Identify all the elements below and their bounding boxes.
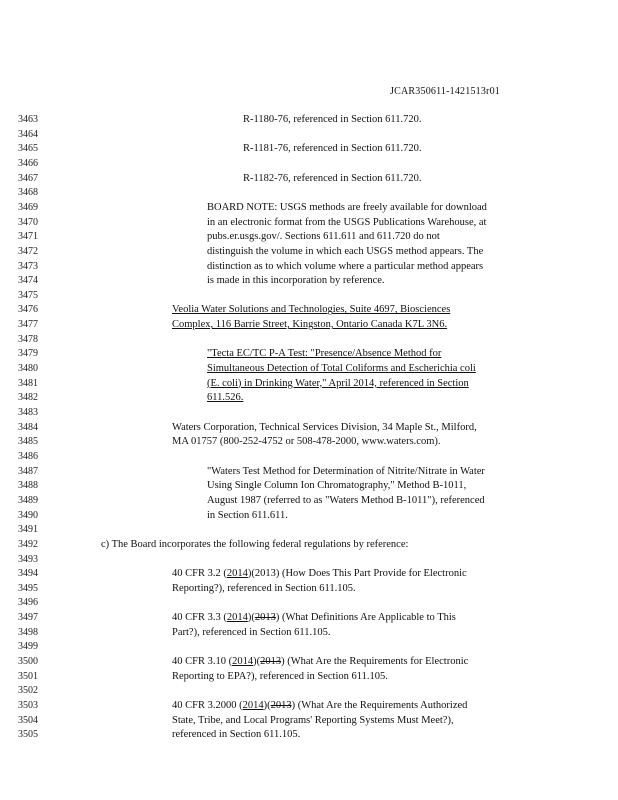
document-line <box>0 406 618 420</box>
line-text <box>172 582 356 596</box>
document-line <box>0 113 618 127</box>
text-run: 40 CFR 3.2 ( <box>172 568 227 580</box>
text-run: Waters Corporation, Technical Services Division, 34 Maple St., Milford, <box>172 421 477 433</box>
line-text <box>207 230 440 244</box>
document-line <box>0 523 618 537</box>
line-text <box>207 245 483 259</box>
document-line <box>0 157 618 171</box>
document-line <box>0 377 618 391</box>
line-number: 3503 <box>18 700 38 711</box>
line-text <box>207 494 485 508</box>
line-number: 3474 <box>18 275 38 287</box>
line-text <box>207 201 487 215</box>
line-text <box>207 216 486 230</box>
document-line <box>0 626 618 640</box>
line-number: 3496 <box>18 597 38 609</box>
document-line <box>0 655 618 669</box>
text-run: )( <box>247 612 255 624</box>
text-run: Part?), referenced in Section 611.105. <box>172 626 331 638</box>
document-line <box>0 421 618 435</box>
line-number: 3475 <box>18 289 38 301</box>
line-number: 3468 <box>18 187 38 199</box>
line-number: 3493 <box>18 553 38 565</box>
struck-text: 2013 <box>254 612 276 624</box>
document-line <box>0 435 618 449</box>
line-text <box>207 274 385 288</box>
line-text <box>101 538 408 552</box>
line-number: 3485 <box>18 436 38 448</box>
text-run: ) (What Definitions Are Applicable to This <box>275 612 456 624</box>
line-text <box>243 172 422 186</box>
line-number: 3491 <box>18 524 38 536</box>
line-number: 3463 <box>18 114 38 125</box>
line-text <box>172 728 300 742</box>
line-text <box>172 567 467 581</box>
document-line <box>0 611 618 625</box>
text-run: )(2013) (How Does This Part Provide for Electronic <box>247 568 467 580</box>
line-text <box>172 714 454 728</box>
inserted-text: 2014 <box>226 612 248 624</box>
line-text <box>207 479 466 493</box>
line-text <box>172 303 450 317</box>
inserted-text: Veolia Water Solutions and Technologies, Suite 4697, Biosciences <box>172 304 451 316</box>
document-line <box>0 670 618 684</box>
document-line <box>0 596 618 610</box>
text-run: c) <box>101 538 110 550</box>
line-text <box>207 377 469 391</box>
text-run: Reporting?), referenced in Section 611.105. <box>172 582 356 594</box>
line-number: 3476 <box>18 304 38 316</box>
line-number: 3492 <box>18 538 38 550</box>
line-number: 3505 <box>18 729 38 741</box>
text-run: distinguish the volume in which each USGS method appears. The <box>207 245 484 257</box>
document-line <box>0 509 618 523</box>
line-number: 3464 <box>18 128 38 140</box>
line-number: 3504 <box>18 714 38 726</box>
document-line <box>0 216 618 230</box>
text-run: )( <box>253 656 261 668</box>
document-line <box>0 684 618 698</box>
document-line <box>0 201 618 215</box>
document-line <box>0 289 618 303</box>
inserted-text: 2014 <box>226 568 248 580</box>
document-line <box>0 186 618 200</box>
text-run: 40 CFR 3.10 ( <box>172 656 233 668</box>
line-number: 3488 <box>18 480 38 492</box>
document-line <box>0 128 618 142</box>
line-number: 3477 <box>18 319 38 331</box>
text-run: R-1181-76, referenced in Section 611.720. <box>243 143 422 155</box>
line-number: 3471 <box>18 231 38 243</box>
line-number: 3494 <box>18 568 38 580</box>
line-number: 3483 <box>18 407 38 418</box>
line-number: 3498 <box>18 626 38 638</box>
text-run: in Section 611.611. <box>207 509 288 521</box>
text-run: Using Single Column Ion Chromatography," Method B-1011, <box>207 480 467 492</box>
document-line <box>0 230 618 244</box>
document-header: JCAR350611-1421513r01 <box>390 86 500 97</box>
line-number: 3469 <box>18 201 38 213</box>
document-line <box>0 640 618 654</box>
line-number: 3502 <box>18 685 38 697</box>
text-run: MA 01757 (800-252-4752 or 508-478-2000, www.waters.com). <box>172 436 441 448</box>
document-line <box>0 347 618 361</box>
document-line <box>0 494 618 508</box>
line-number: 3486 <box>18 450 38 462</box>
text-run: "Waters Test Method for Determination of Nitrite/Nitrate in Water <box>207 465 485 477</box>
text-run: ) (What Are the Requirements Authorized <box>291 700 468 711</box>
document-line <box>0 714 618 728</box>
text-run: R-1180-76, referenced in Section 611.720. <box>243 114 422 125</box>
document-line <box>0 245 618 259</box>
line-text <box>207 465 485 479</box>
struck-text: 2013 <box>270 700 292 711</box>
inserted-text: (E. coli) in Drinking Water," April 2014, referenced in Section <box>207 377 469 389</box>
inserted-text: "Tecta EC/TC P-A Test: "Presence/Absence Method for <box>207 348 442 360</box>
text-run: in an electronic format from the USGS Publications Warehouse, at <box>207 216 487 228</box>
text-run: )( <box>263 700 271 711</box>
line-number: 3466 <box>18 157 38 169</box>
text-run: State, Tribe, and Local Programs' Reporting Systems Must Meet?), <box>172 714 454 726</box>
text-run: is made in this incorporation by reference. <box>207 275 385 287</box>
document-line <box>0 699 618 713</box>
text-run: ) (What Are the Requirements for Electronic <box>281 656 469 668</box>
text-run: R-1182-76, referenced in Section 611.720. <box>243 172 422 184</box>
line-text <box>207 362 476 376</box>
line-number: 3465 <box>18 143 38 155</box>
document-line <box>0 553 618 567</box>
inserted-text: Complex, 116 Barrie Street, Kingston, Ontario Canada K7L 3N6. <box>172 319 448 331</box>
document-line <box>0 362 618 376</box>
document-line <box>0 303 618 317</box>
struck-text: 2013 <box>260 656 282 668</box>
text-run: August 1987 (referred to as "Waters Method B-1011"), referenced <box>207 494 485 506</box>
document-line <box>0 172 618 186</box>
line-text <box>172 626 331 640</box>
line-number: 3482 <box>18 392 38 404</box>
line-text <box>172 318 447 332</box>
document-line <box>0 260 618 274</box>
line-text <box>207 260 483 274</box>
document-line <box>0 567 618 581</box>
line-text <box>243 142 422 156</box>
line-number: 3481 <box>18 377 38 389</box>
document-line <box>0 391 618 405</box>
line-number: 3501 <box>18 670 38 682</box>
line-number: 3490 <box>18 509 38 521</box>
text-run: distinction as to which volume where a particular method appears <box>207 260 484 272</box>
line-number: 3495 <box>18 582 38 594</box>
line-number: 3484 <box>18 421 38 433</box>
line-text <box>207 509 288 523</box>
line-number: 3500 <box>18 656 38 668</box>
line-number: 3480 <box>18 363 38 375</box>
line-number: 3473 <box>18 260 38 272</box>
document-line <box>0 582 618 596</box>
text-run: The Board incorporates the following federal regulations by reference: <box>109 538 409 550</box>
line-text <box>172 670 388 684</box>
document-line <box>0 728 618 742</box>
line-text <box>243 113 422 127</box>
line-text <box>172 435 441 449</box>
line-text <box>207 347 441 361</box>
line-text <box>172 655 468 669</box>
document-line <box>0 274 618 288</box>
text-run: 40 CFR 3.2000 ( <box>172 700 243 711</box>
inserted-text: Simultaneous Detection of Total Coliforms and Escherichia coli <box>207 363 476 375</box>
line-number: 3499 <box>18 641 38 653</box>
line-number: 3470 <box>18 216 38 228</box>
line-number: 3479 <box>18 348 38 360</box>
document-line <box>0 538 618 552</box>
text-run: Reporting to EPA?), referenced in Section 611.105. <box>172 670 388 682</box>
line-number: 3487 <box>18 465 38 477</box>
line-number: 3472 <box>18 245 38 257</box>
text-run: referenced in Section 611.105. <box>172 729 301 741</box>
line-text <box>172 421 477 435</box>
line-number: 3467 <box>18 172 38 184</box>
text-run: 40 CFR 3.3 ( <box>172 612 227 624</box>
text-run: pubs.er.usgs.gov/. Sections 611.611 and 611.720 do not <box>207 231 440 243</box>
inserted-text: 2014 <box>242 700 264 711</box>
inserted-text: 2014 <box>232 656 254 668</box>
line-number: 3497 <box>18 612 38 624</box>
line-number: 3478 <box>18 333 38 345</box>
line-text <box>172 699 467 713</box>
document-line <box>0 318 618 332</box>
document-line <box>0 465 618 479</box>
line-text <box>172 611 456 625</box>
document-line <box>0 142 618 156</box>
line-text <box>207 391 243 405</box>
document-line <box>0 333 618 347</box>
inserted-text: 611.526. <box>207 392 244 404</box>
line-number: 3489 <box>18 494 38 506</box>
text-run: BOARD NOTE: USGS methods are freely available for download <box>207 201 487 213</box>
document-line <box>0 479 618 493</box>
document-line <box>0 450 618 464</box>
